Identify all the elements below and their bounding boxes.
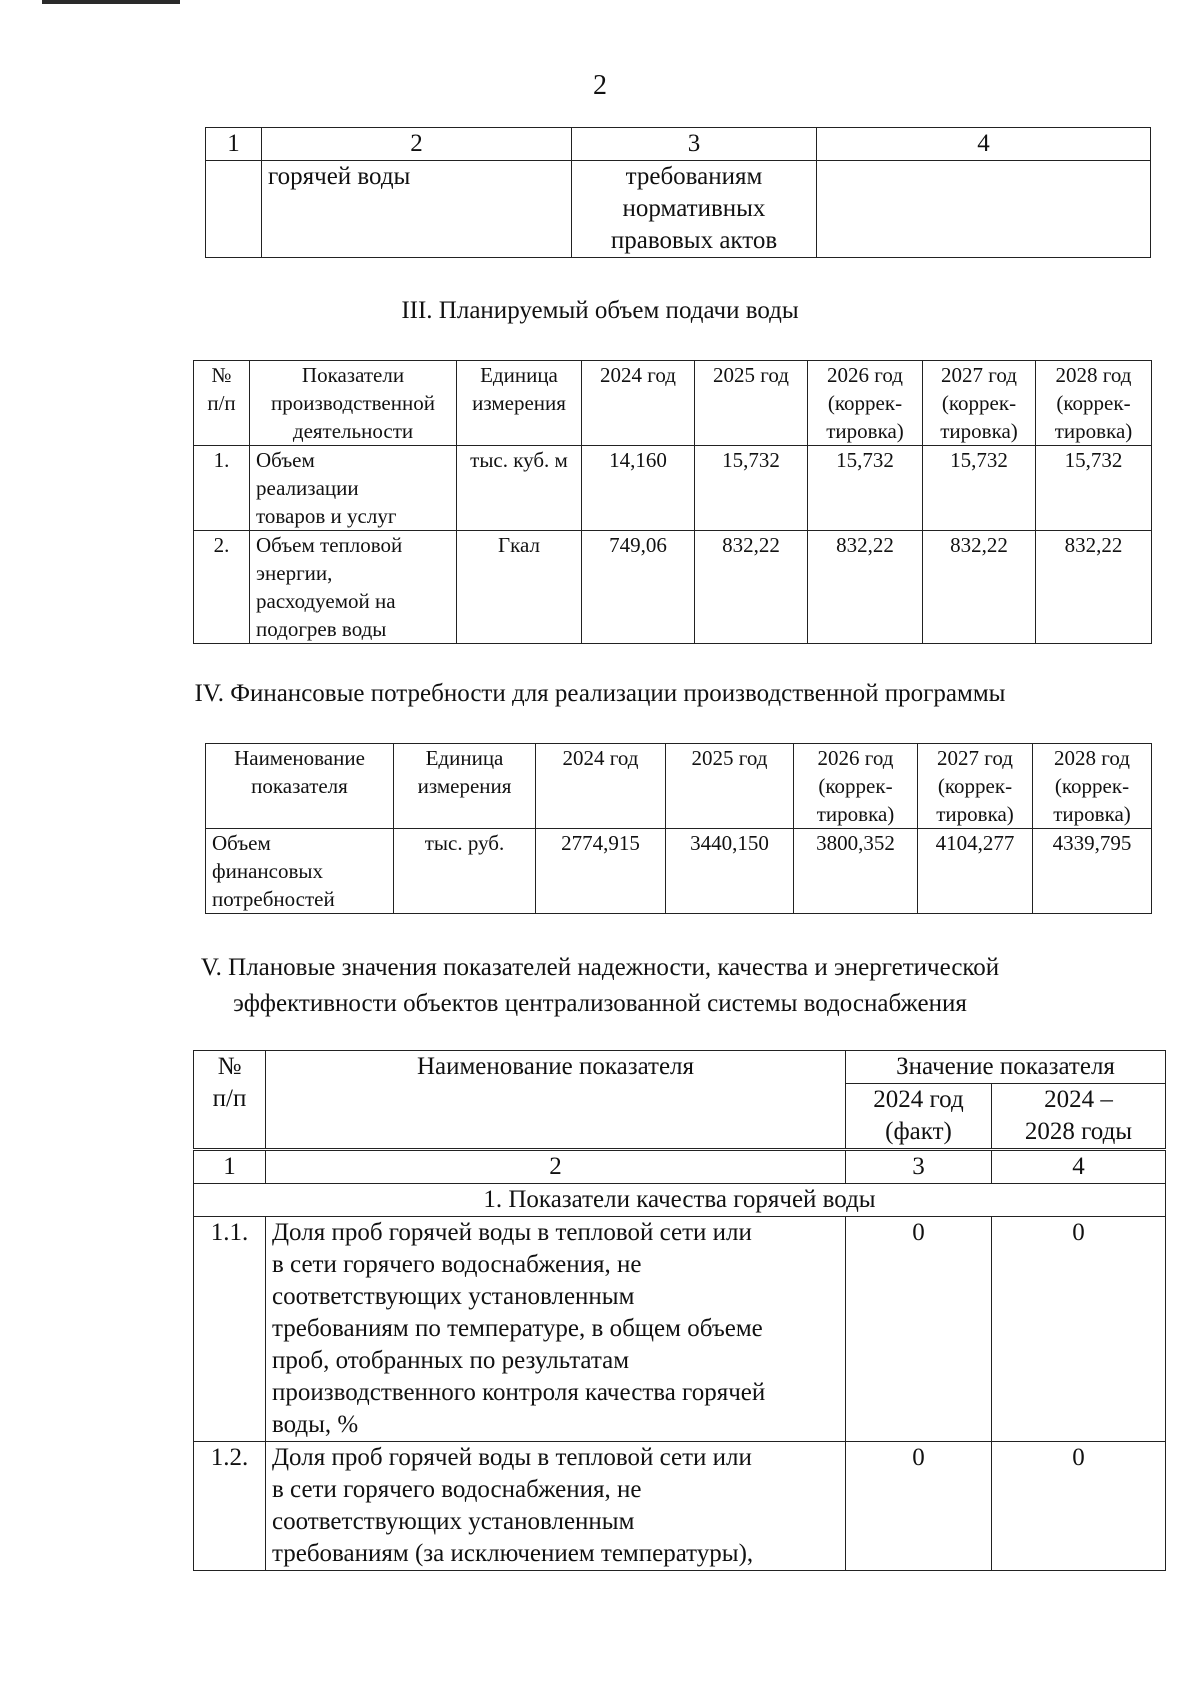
cell-line: тировка)	[936, 802, 1014, 826]
cell-line: 2028 годы	[1024, 1118, 1133, 1145]
value-cell: 0	[846, 1442, 992, 1571]
cell-line: (коррек-	[1056, 391, 1131, 415]
row-unit: тыс. руб.	[394, 829, 536, 914]
header-fact	[846, 1084, 992, 1150]
value-cell: 749,06	[582, 531, 695, 644]
cell-line: Показатели	[301, 363, 405, 387]
cell-line: деятельности	[292, 419, 414, 443]
cell-line: 2026 год	[827, 363, 903, 387]
cell-line: соответствующих установленным	[272, 1283, 635, 1310]
header-name	[206, 744, 394, 829]
value-cell: 15,732	[1036, 446, 1152, 531]
table-row	[206, 161, 1151, 258]
page-number: 2	[593, 70, 607, 101]
indicators-table	[193, 1050, 1166, 1571]
value-cell: 4104,277	[918, 829, 1033, 914]
value-cell: 0	[992, 1217, 1166, 1442]
header-indicator	[250, 361, 457, 446]
cell-line: тировка)	[1054, 419, 1133, 443]
table-cell	[206, 161, 262, 258]
table-cell	[572, 161, 817, 258]
cell-line: требованиям (за исключением температуры),	[272, 1540, 754, 1567]
value-cell: 832,22	[1036, 531, 1152, 644]
cell-line: Наименование	[234, 746, 365, 770]
value-cell: 0	[846, 1217, 992, 1442]
cell-line: (коррек-	[818, 774, 893, 798]
col-number: 1	[194, 1150, 266, 1184]
cell-line: Объем тепловой	[256, 533, 403, 557]
group-row	[194, 1184, 1166, 1217]
cell-line: потребностей	[212, 887, 335, 911]
header-name: Наименование показателя	[266, 1051, 846, 1150]
row-unit: тыс. куб. м	[457, 446, 582, 531]
table-header-row	[194, 1051, 1166, 1084]
cell-line: тировка)	[1053, 802, 1131, 826]
financial-needs-table	[205, 743, 1152, 914]
cell-line: Единица	[480, 363, 558, 387]
cell-line: Доля проб горячей воды в тепловой сети или	[272, 1219, 752, 1246]
table-row	[194, 446, 1152, 531]
cell-line: тировка)	[816, 802, 895, 826]
table-row	[194, 1217, 1166, 1442]
row-num: 1.1.	[194, 1217, 266, 1442]
continuation-table	[205, 127, 1151, 258]
table-header-row	[206, 744, 1152, 829]
cell-line: 2024 год	[873, 1086, 964, 1113]
cell-line: 2027 год	[941, 363, 1017, 387]
col-number: 2	[262, 128, 572, 161]
table-row	[194, 531, 1152, 644]
value-cell: 0	[992, 1442, 1166, 1571]
cell-line: финансовых	[212, 859, 323, 883]
cell-line: Единица	[425, 746, 504, 770]
scan-edge-mark	[42, 0, 180, 4]
cell-line: тировка)	[940, 419, 1018, 443]
row-num: 2.	[194, 531, 250, 644]
row-num: 1.	[194, 446, 250, 531]
cell-line: расходуемой на	[256, 589, 396, 613]
cell-line: 2024 –	[1044, 1086, 1113, 1113]
title-line: эффективности объектов централизованной системы водоснабжения	[233, 990, 967, 1017]
value-cell: 2774,915	[536, 829, 666, 914]
value-cell: 832,22	[695, 531, 808, 644]
table-cell	[817, 161, 1151, 258]
header-2025: 2025 год	[666, 744, 794, 829]
water-supply-table	[193, 360, 1152, 644]
cell-line: показателя	[251, 774, 348, 798]
row-name	[250, 446, 457, 531]
group-title: 1. Показатели качества горячей воды	[194, 1184, 1166, 1217]
row-name	[206, 829, 394, 914]
cell-line: тировка)	[826, 419, 904, 443]
cell-line: п/п	[212, 1085, 247, 1112]
cell-line: производственного контроля качества горячей	[272, 1379, 766, 1406]
value-cell: 15,732	[923, 446, 1036, 531]
cell-line: (коррек-	[937, 774, 1013, 798]
header-2027	[918, 744, 1033, 829]
cell-line: Объем	[256, 448, 315, 472]
header-2028	[1036, 361, 1152, 446]
cell-line: п/п	[207, 391, 236, 415]
cell-line: требованиям	[625, 163, 763, 190]
cell-line: соответствующих установленным	[272, 1508, 635, 1535]
cell-line: нормативных	[622, 195, 766, 222]
cell-line: №	[211, 363, 232, 387]
cell-line: проб, отобранных по результатам	[272, 1347, 630, 1374]
header-num	[194, 361, 250, 446]
col-number: 3	[572, 128, 817, 161]
cell-line: (коррек-	[941, 391, 1017, 415]
header-unit	[394, 744, 536, 829]
value-cell: 4339,795	[1033, 829, 1152, 914]
value-cell: 832,22	[808, 531, 923, 644]
value-cell: 15,732	[808, 446, 923, 531]
section-5-title	[0, 950, 1200, 1022]
cell-line: 2028 год	[1055, 363, 1132, 387]
cell-line: правовых актов	[610, 227, 778, 254]
cell-line: в сети горячего водоснабжения, не	[272, 1476, 642, 1503]
cell-line: 2028 год	[1054, 746, 1130, 770]
header-plan	[992, 1084, 1166, 1150]
col-number: 4	[992, 1150, 1166, 1184]
cell-line: (коррек-	[827, 391, 903, 415]
cell-line: (коррек-	[1054, 774, 1130, 798]
section-4-title: IV. Финансовые потребности для реализации производственной программы	[194, 680, 1006, 707]
cell-line: измерения	[417, 774, 512, 798]
cell-line: товаров и услуг	[256, 504, 397, 528]
table-header-row	[194, 361, 1152, 446]
col-number: 2	[266, 1150, 846, 1184]
col-number: 4	[817, 128, 1151, 161]
cell-line: Доля проб горячей воды в тепловой сети или	[272, 1444, 752, 1471]
column-number-row	[194, 1150, 1166, 1184]
cell-line: энергии,	[256, 561, 333, 585]
header-2026	[808, 361, 923, 446]
header-unit	[457, 361, 582, 446]
cell-line: воды, %	[272, 1411, 359, 1438]
header-2024: 2024 год	[582, 361, 695, 446]
value-cell: 832,22	[923, 531, 1036, 644]
cell-line: измерения	[472, 391, 566, 415]
section-3-title: III. Планируемый объем подачи воды	[401, 297, 799, 324]
value-cell: 3800,352	[794, 829, 918, 914]
table-row	[206, 829, 1152, 914]
row-name	[266, 1442, 846, 1571]
row-name	[250, 531, 457, 644]
row-name	[266, 1217, 846, 1442]
table-row	[194, 1442, 1166, 1571]
cell-line: (факт)	[885, 1118, 952, 1145]
cell-line: №	[217, 1053, 242, 1080]
header-2025: 2025 год	[695, 361, 808, 446]
value-cell: 14,160	[582, 446, 695, 531]
table-cell: горячей воды	[262, 161, 572, 258]
value-cell: 15,732	[695, 446, 808, 531]
title-line: V. Плановые значения показателей надежности, качества и энергетической	[200, 954, 1000, 981]
header-2024: 2024 год	[536, 744, 666, 829]
row-num: 1.2.	[194, 1442, 266, 1571]
header-num	[194, 1051, 266, 1150]
col-number: 1	[206, 128, 262, 161]
cell-line: 2026 год	[817, 746, 894, 770]
cell-line: производственной	[271, 391, 435, 415]
cell-line: Объем	[212, 831, 271, 855]
cell-line: требованиям по температуре, в общем объеме	[272, 1315, 763, 1342]
cell-line: 2027 год	[937, 746, 1013, 770]
header-2026	[794, 744, 918, 829]
row-unit: Гкал	[457, 531, 582, 644]
cell-line: реализации	[256, 476, 359, 500]
cell-line: в сети горячего водоснабжения, не	[272, 1251, 642, 1278]
header-2027	[923, 361, 1036, 446]
table-header-row	[206, 128, 1151, 161]
col-number: 3	[846, 1150, 992, 1184]
value-cell: 3440,150	[666, 829, 794, 914]
header-value: Значение показателя	[846, 1051, 1166, 1084]
cell-line: подогрев воды	[256, 617, 387, 641]
header-2028	[1033, 744, 1152, 829]
